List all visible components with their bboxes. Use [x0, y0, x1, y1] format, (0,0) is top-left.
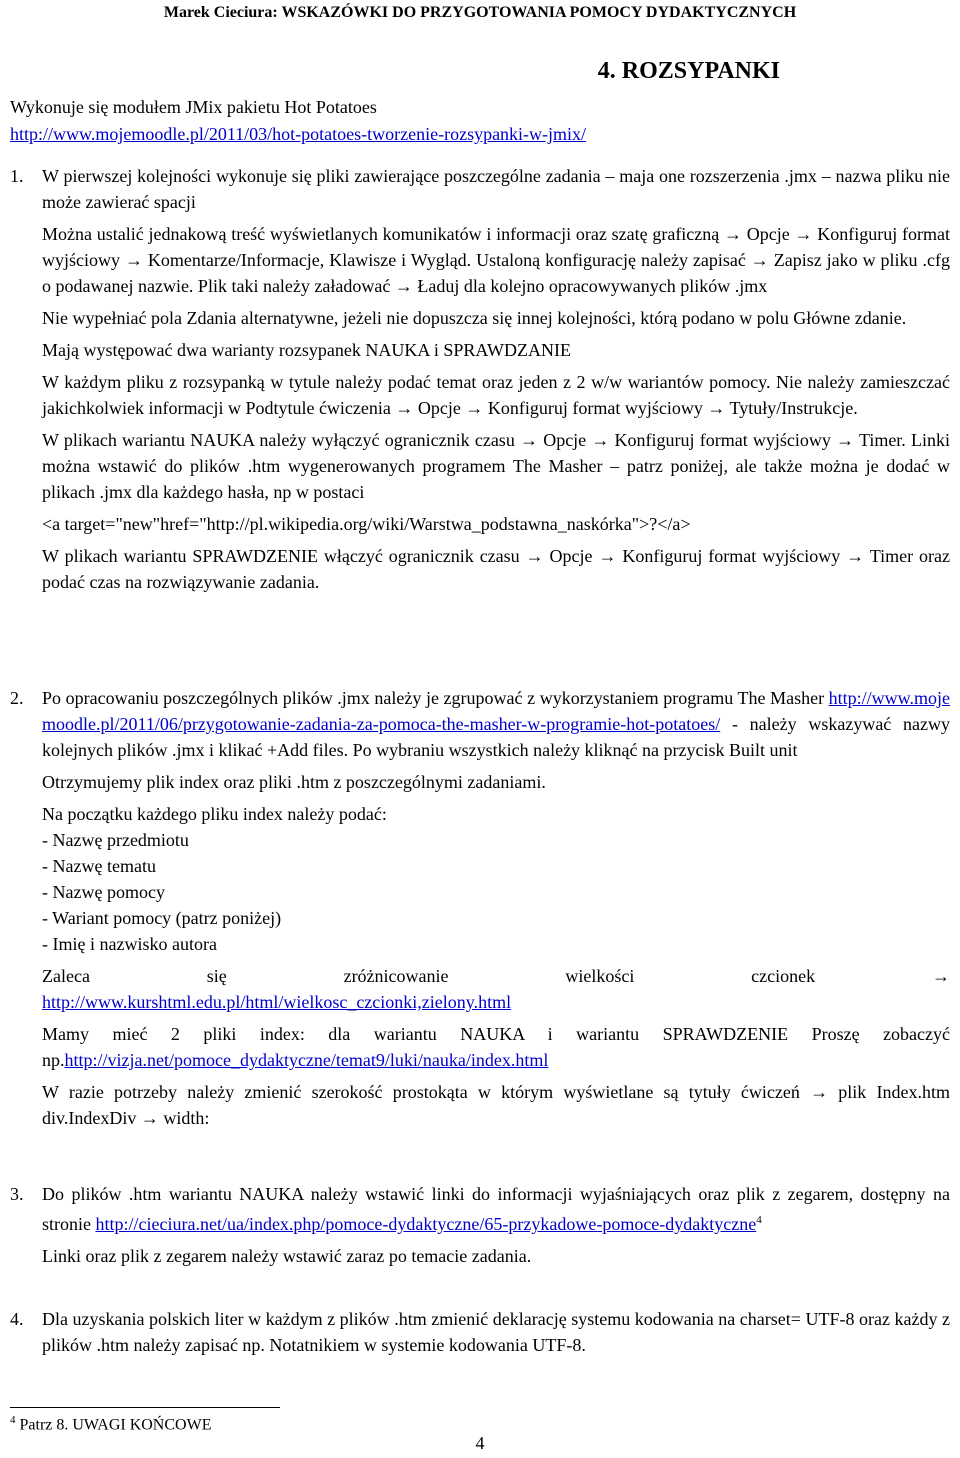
font-size-link[interactable]: http://www.kurshtml.edu.pl/html/wielkosc_czcionki,zielony.html	[42, 992, 512, 1012]
paragraph: Mają występować dwa warianty rozsypanek NAUKA i SPRAWDZANIE	[42, 340, 571, 360]
list-item-1	[10, 163, 950, 601]
intro-link[interactable]: http://www.mojemoodle.pl/2011/03/hot-potatoes-tworzenie-rozsypanki-w-jmix/	[10, 124, 587, 144]
footnote-divider	[10, 1407, 280, 1408]
paragraph: W plikach wariantu SPRAWDZENIE włączyć ogranicznik czasu → Opcje → Konfiguruj format wyjściowy → Timer oraz podać czas na rozwiązywanie zadania.	[42, 546, 950, 592]
paragraph: W każdym pliku z rozsypanką w tytule należy podać temat oraz jeden z 2 w/w wariantów pomocy. Nie należy zamieszczać jakichkolwiek informacji w Podtytule ćwiczenia → Opcje → Konfiguruj format wyjściowy → Tytuły/Instrukcje.	[42, 372, 950, 418]
paragraph: Po opracowaniu poszczególnych plików .jmx należy je zgrupować z wykorzystaniem programu The Masher http://www.mojemoodle.pl/2011/06/przygotowanie-zadania-za-pomoca-the-masher-w-programie-hot-potatoes/ - należy wskazywać nazwy kolejnych plików .jmx i klikać +Add files. Po wybraniu wszystkich należy kliknąć na przycisk Built unit	[42, 688, 950, 760]
paragraph: Mamy mieć 2 pliki index: dla wariantu NAUKA i wariantu SPRAWDZENIE Proszę zobaczyć np.http://vizja.net/pomoce_dydaktyczne/temat9/luki/nauka/index.html	[42, 1024, 950, 1070]
paragraph: Do plików .htm wariantu NAUKA należy wstawić linki do informacji wyjaśniających oraz plik z zegarem, dostępny na stronie http://cieciura.net/ua/index.php/pomoce-dydaktyczne/65-przykadowe-pomoce-dydaktyczne$^4$	[42, 1184, 950, 1234]
paragraph: W plikach wariantu NAUKA należy wyłączyć ogranicznik czasu → Opcje → Konfiguruj format wyjściowy → Timer. Linki można wstawić do plików .htm wygenerowanych programem The Masher – patrz poniżej, ale także można je dodać w plikach .jmx dla każdego hasła, np w postaci	[42, 430, 950, 502]
masher-link[interactable]: http://www.mojemoodle.pl/2011/06/przygotowanie-zadania-za-pomoca-the-masher-w-programie-hot-potatoes/	[42, 688, 950, 734]
paragraph: Otrzymujemy plik index oraz pliki .htm z poszczególnymi zadaniami.	[42, 772, 546, 792]
requirements: Na początku każdego pliku index należy podać: - Nazwę przedmiotu - Nazwę tematu - Nazwę pomocy - Wariant pomocy (patrz poniżej) - Imię i nazwisko autora	[42, 801, 950, 957]
paragraph: W razie potrzeby należy zmienić szerokość prostokąta w którym wyświetlane są tytuły ćwiczeń → plik Index.htm div.IndexDiv → width:	[42, 1082, 950, 1128]
intro-line: Wykonuje się modułem JMix pakietu Hot Potatoes	[10, 97, 377, 117]
font-size-note: Zaleca się zróżnicowanie wielkości czcionek → http://www.kurshtml.edu.pl/html/wielkosc_czcionki,zielony.html	[42, 966, 950, 1012]
list-line: - Imię i nazwisko autora	[42, 934, 217, 954]
intro	[10, 94, 586, 148]
paragraph: Linki oraz plik z zegarem należy wstawić zaraz po temacie zadania.	[42, 1246, 532, 1266]
code-example: <a target="new"href="http://pl.wikipedia.org/wiki/Warstwa_podstawna_naskórka">?</a>	[42, 514, 691, 534]
paragraph: Dla uzyskania polskich liter w każdym z plików .htm zmienić deklarację systemu kodowania na charset= UTF-8 oraz każdy z plików .htm należy zapisać np. Notatnikiem w systemie kodowania UTF-8.	[42, 1309, 950, 1355]
list-item-4	[10, 1306, 950, 1364]
item-number: 1.	[10, 166, 24, 186]
paragraph: Nie wypełniać pola Zdania alternatywne, jeżeli nie dopuszcza się innej kolejności, którą podano w polu Główne zdanie.	[42, 308, 907, 328]
footnote-ref: 4	[756, 1214, 762, 1226]
item-number: 2.	[10, 688, 24, 708]
section-title: 4. ROZSYPANKI	[597, 58, 780, 84]
item-number: 4.	[10, 1309, 24, 1329]
list-line: - Wariant pomocy (patrz poniżej)	[42, 908, 282, 928]
cieciura-link[interactable]: http://cieciura.net/ua/index.php/pomoce-dydaktyczne/65-przykadowe-pomoce-dydaktyczne	[95, 1214, 757, 1234]
item-number: 3.	[10, 1184, 24, 1204]
list-item-2	[10, 685, 950, 1137]
paragraph: W pierwszej kolejności wykonuje się pliki zawierające poszczególne zadania – maja one rozszerzenia .jmx – nazwa pliku nie może zawierać spacji	[42, 166, 950, 212]
list-item-3	[10, 1181, 950, 1275]
paragraph: Można ustalić jednakową treść wyświetlanych komunikatów i informacji oraz szatę graficzną → Opcje → Konfiguruj format wyjściowy → Komentarze/Informacje, Klawisze i Wygląd. Ustaloną konfigurację należy zapisać → Zapisz jako w pliku .cfg o podawanej nazwie. Plik taki należy załadować → Ładuj dla kolejno opracowywanych plików .jmx	[42, 224, 950, 296]
running-header: Marek Cieciura: WSKAZÓWKI DO PRZYGOTOWANIA POMOCY DYDAKTYCZNYCH	[163, 4, 797, 21]
list-line: - Nazwę pomocy	[42, 882, 165, 902]
list-line: - Nazwę tematu	[42, 856, 156, 876]
example-link[interactable]: http://vizja.net/pomoce_dydaktyczne/temat9/luki/nauka/index.html	[64, 1050, 549, 1070]
list-line: - Nazwę przedmiotu	[42, 830, 189, 850]
footnote: $^4$ Patrz 8. UWAGI KOŃCOWE	[10, 1414, 212, 1434]
page-number: 4	[475, 1433, 485, 1453]
